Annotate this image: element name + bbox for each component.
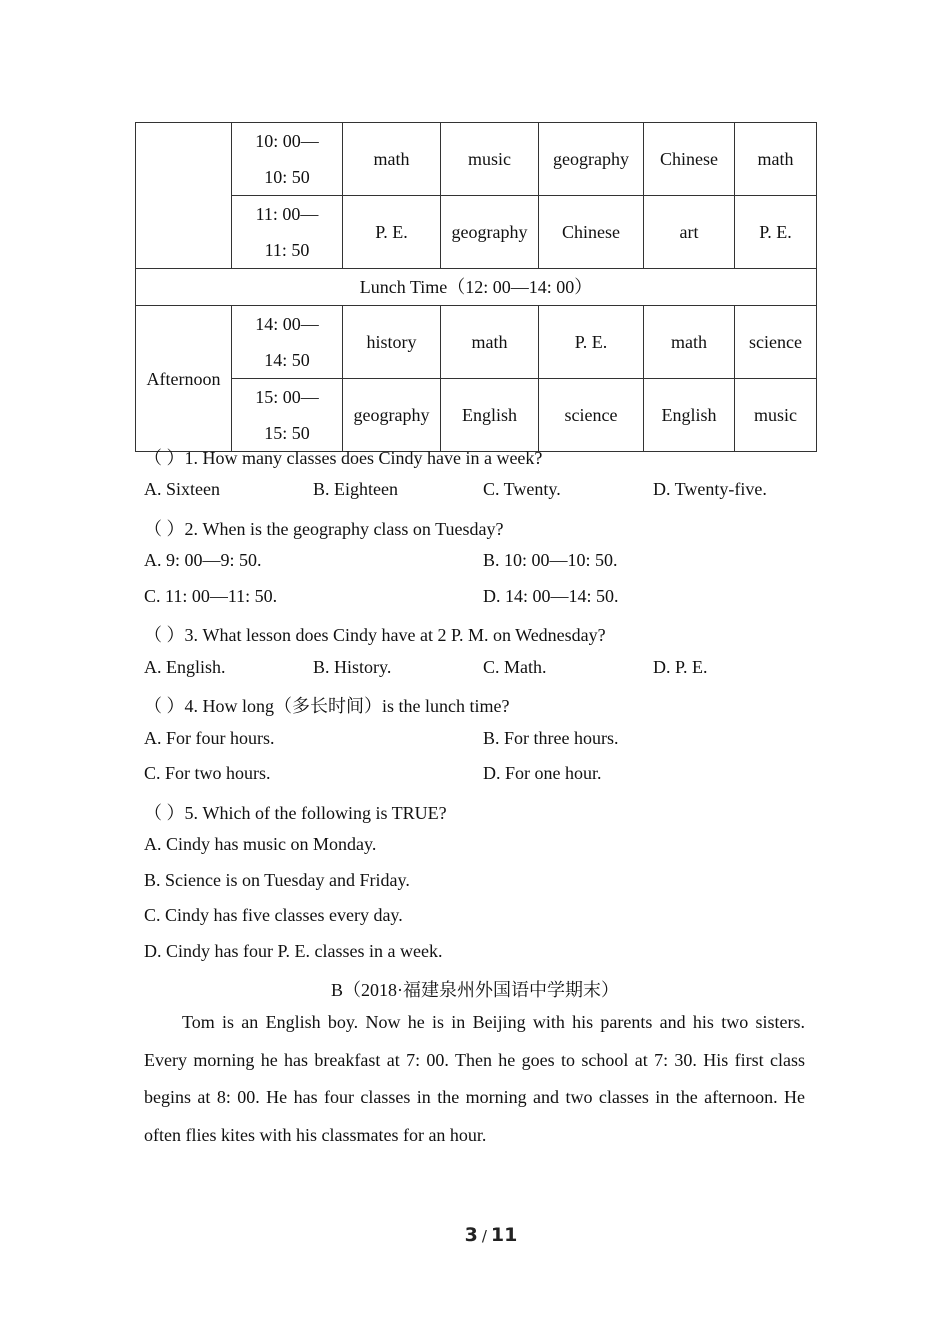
question-5-option-a: A. Cindy has music on Monday. (144, 834, 377, 854)
table-row (136, 306, 817, 379)
subject-cell: geography (343, 379, 441, 452)
subject-cell: math (441, 306, 539, 379)
section-b-paragraph: Tom is an English boy. Now he is in Beijing with his parents and his two sisters. Every morning he has breakfast at 7: 00. Then he goes to school at 7: 30. His first class begins at 8: 00. He has four classes in the morning and two classes in the afternoon. He often flies kites with his classmates for an hour. (144, 1012, 805, 1145)
timetable (135, 122, 817, 452)
time-cell: 14: 00— 14: 50 (232, 306, 343, 379)
question-3-option-a: A. English. (144, 657, 226, 677)
subject-cell: math (735, 123, 817, 196)
question-2-option-c: C. 11: 00—11: 50. (144, 586, 278, 606)
table-row-lunch (136, 269, 817, 306)
question-1-option-c: C. Twenty. (483, 479, 561, 499)
subject-cell: Chinese (644, 123, 735, 196)
table-row (136, 196, 817, 269)
subject-cell: P. E. (735, 196, 817, 269)
page-current: 3 (464, 1224, 478, 1246)
question-4-option-d: D. For one hour. (483, 763, 602, 783)
subject-cell: math (343, 123, 441, 196)
time-cell: 10: 00— 10: 50 (232, 123, 343, 196)
page-total: 11 (490, 1224, 518, 1246)
period-cell-afternoon: Afternoon (136, 306, 232, 452)
section-b-heading: B（2018·福建泉州外国语中学期末） (331, 980, 619, 1000)
time-cell: 11: 00— 11: 50 (232, 196, 343, 269)
question-5-option-c: C. Cindy has five classes every day. (144, 905, 403, 925)
subject-cell: P. E. (343, 196, 441, 269)
page-number (0, 1224, 950, 1246)
question-2-stem: （ ）2. When is the geography class on Tuesday? (144, 519, 504, 539)
question-2-option-d: D. 14: 00—14: 50. (483, 586, 619, 606)
question-3-option-b: B. History. (313, 657, 392, 677)
question-4-option-a: A. For four hours. (144, 728, 275, 748)
question-1-option-a: A. Sixteen (144, 479, 220, 499)
subject-cell: English (441, 379, 539, 452)
subject-cell: history (343, 306, 441, 379)
question-5-option-d: D. Cindy has four P. E. classes in a week. (144, 941, 443, 961)
question-1-option-b: B. Eighteen (313, 479, 398, 499)
subject-cell: geography (539, 123, 644, 196)
subject-cell: art (644, 196, 735, 269)
subject-cell: science (735, 306, 817, 379)
subject-cell: music (441, 123, 539, 196)
question-3-option-d: D. P. E. (653, 657, 708, 677)
question-5-stem: （ ）5. Which of the following is TRUE? (144, 803, 447, 823)
question-2-option-a: A. 9: 00—9: 50. (144, 550, 262, 570)
question-5-option-b: B. Science is on Tuesday and Friday. (144, 870, 410, 890)
question-1-stem: （ ）1. How many classes does Cindy have in a week? (144, 448, 543, 468)
subject-cell: math (644, 306, 735, 379)
time-cell: 15: 00— 15: 50 (232, 379, 343, 452)
table-row (136, 379, 817, 452)
subject-cell: geography (441, 196, 539, 269)
period-cell-morning (136, 123, 232, 269)
subject-cell: music (735, 379, 817, 452)
question-1-option-d: D. Twenty-five. (653, 479, 767, 499)
question-4-option-b: B. For three hours. (483, 728, 619, 748)
subject-cell: English (644, 379, 735, 452)
page-separator: / (481, 1227, 487, 1245)
question-3-option-c: C. Math. (483, 657, 547, 677)
question-4-option-c: C. For two hours. (144, 763, 271, 783)
table-row (136, 123, 817, 196)
question-3-stem: （ ）3. What lesson does Cindy have at 2 P. M. on Wednesday? (144, 625, 606, 645)
question-4-stem: （ ）4. How long（多长时间）is the lunch time? (144, 696, 510, 716)
subject-cell: P. E. (539, 306, 644, 379)
question-2-option-b: B. 10: 00—10: 50. (483, 550, 618, 570)
subject-cell: science (539, 379, 644, 452)
subject-cell: Chinese (539, 196, 644, 269)
lunch-cell: Lunch Time（12: 00—14: 00） (136, 269, 817, 306)
